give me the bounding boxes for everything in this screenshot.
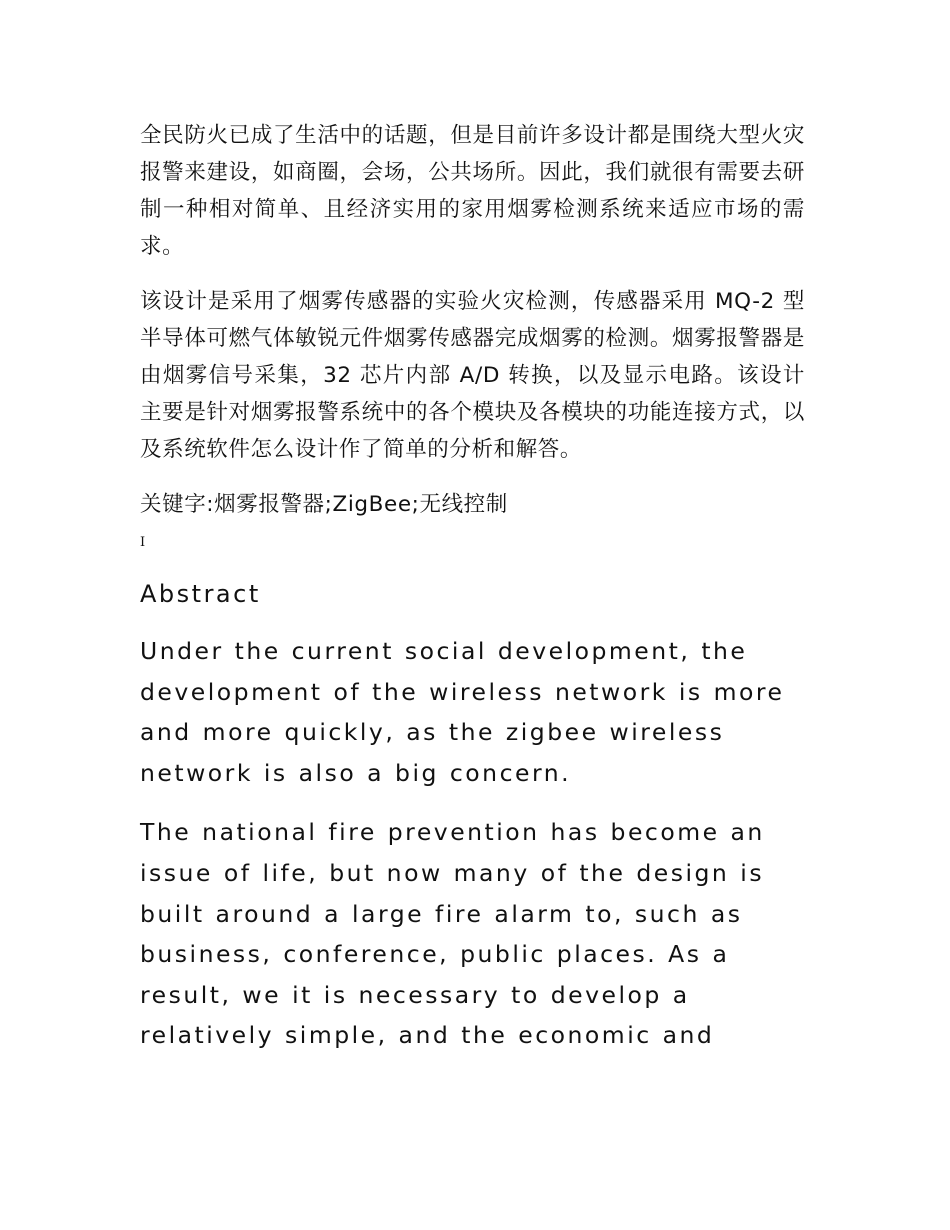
english-paragraph-1: Under the current social development, the development of the wireless network is more and more quickly, as the zigbee wireless network is also a big concern. <box>140 637 785 787</box>
chinese-paragraph-1: 全民防火已成了生活中的话题，但是目前许多设计都是围绕大型火灾报警来建设，如商圈，会场，公共场所。因此，我们就很有需要去研制一种相对简单、且经济实用的家用烟雾检测系统来适应市场的需求。 <box>140 123 805 259</box>
chinese-paragraph-2: 该设计是采用了烟雾传感器的实验火灾检测，传感器采用 MQ-2 型半导体可燃气体敏锐元件烟雾传感器完成烟雾的检测。烟雾报警器是由烟雾信号采集，32 芯片内部 A/D 转换，以及显示电路。该设计主要是针对烟雾报警系统中的各个模块及各模块的功能连接方式，以及系统软件怎么设计作了简单的分析和解答。 <box>140 289 805 462</box>
document-body <box>140 117 805 1075</box>
english-paragraph-2: The national fire prevention has become an issue of life, but now many of the design is built around a large fire alarm to, such as business, conference, public places. As a result, we it is necessary to develop a relatively simple, and the economic and <box>140 818 765 1050</box>
abstract-heading: Abstract <box>140 580 261 608</box>
page-number: I <box>140 535 146 550</box>
keywords-line: 关键字:烟雾报警器;ZigBee;无线控制 <box>140 492 508 517</box>
